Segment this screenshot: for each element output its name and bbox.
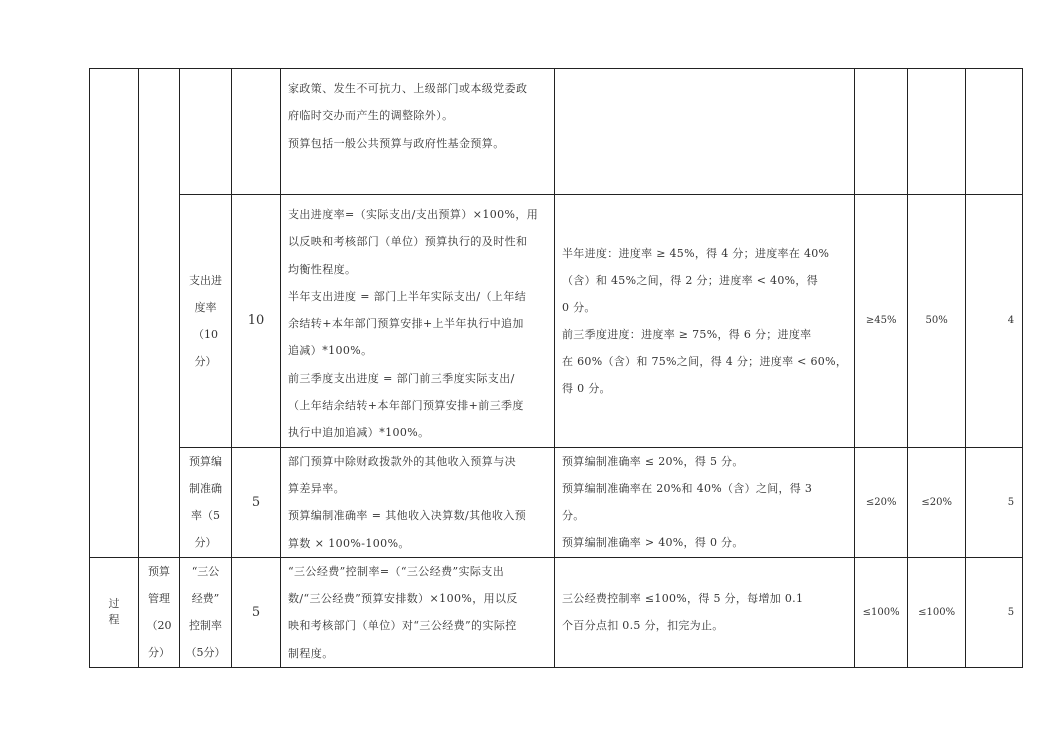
level2-line: 预算: [148, 565, 170, 579]
description-line: 追减）*100%。: [288, 344, 373, 358]
indicator-line: 制准确: [189, 482, 222, 496]
target-cell: ≥45%: [855, 195, 908, 448]
description-line: 支出进度率=（实际支出/支出预算）×100%，用: [288, 208, 539, 221]
score-cell: [966, 69, 1023, 195]
description-line: 映和考核部门（单位）对“三公经费”的实际控: [288, 619, 517, 633]
standard-line: 预算编制准确率 ≤ 20%，得 5 分。: [562, 455, 744, 469]
indicator-line: 度率: [194, 300, 217, 314]
indicator-line: 率（5: [191, 509, 220, 523]
standard-line: 得 0 分。: [562, 381, 611, 395]
description-line: 算数 × 100%-100%。: [288, 536, 410, 550]
indicator-line: 分）: [194, 536, 217, 550]
indicator-line: “三公: [191, 565, 220, 579]
standard-line: 0 分。: [562, 300, 596, 314]
description-line: 预算包括一般公共预算与政府性基金预算。: [288, 136, 505, 150]
description-line: 算差异率。: [288, 481, 345, 495]
weight-cell: 10: [232, 195, 281, 448]
level1-line: 程: [108, 613, 120, 627]
indicator-line: （5分）: [185, 646, 226, 660]
score-cell: 5: [966, 557, 1023, 667]
level2-cell: [139, 69, 180, 558]
indicator-cell: [180, 195, 232, 448]
table-row: [90, 195, 1023, 448]
table-row: [90, 447, 1023, 557]
standard-line: 预算编制准确率 > 40%，得 0 分。: [562, 536, 744, 550]
target-cell: ≤100%: [855, 557, 908, 667]
target-cell: ≤20%: [855, 447, 908, 557]
indicator-cell: [180, 447, 232, 557]
description-line: 数/“三公经费”预算安排数）×100%，用以反: [288, 592, 518, 606]
standard-line: （含）和 45%之间，得 2 分；进度率 < 40%，得: [562, 273, 818, 287]
description-line: 执行中追加追减）*100%。: [288, 426, 430, 440]
score-cell: 5: [966, 447, 1023, 557]
description-line: 制程度。: [288, 646, 334, 660]
description-line: 前三季度支出进度 = 部门前三季度实际支出/: [288, 371, 515, 385]
indicator-line: （10: [193, 327, 218, 341]
weight-cell: 5: [232, 447, 281, 557]
level1-line: 过: [108, 597, 120, 611]
indicator-line: 支出进: [189, 273, 222, 287]
description-cell: [281, 195, 555, 448]
indicator-line: 控制率: [189, 619, 222, 633]
description-line: 均衡性程度。: [288, 262, 357, 276]
description-line: 半年支出进度 = 部门上半年实际支出/（上年结: [288, 289, 527, 303]
level2-line: （20: [146, 619, 172, 633]
description-line: 家政策、发生不可抗力、上级部门或本级党委政: [288, 82, 528, 95]
indicator-line: 经费”: [191, 592, 220, 606]
actual-cell: ≤100%: [908, 557, 966, 667]
weight-cell: [232, 69, 281, 195]
level1-cell: [90, 557, 139, 667]
standard-cell: [555, 69, 855, 195]
indicator-line: 预算编: [189, 455, 222, 469]
description-line: “三公经费”控制率=（“三公经费”实际支出: [288, 564, 505, 578]
level2-line: 管理: [148, 592, 170, 606]
standard-line: 预算编制准确率在 20%和 40%（含）之间，得 3: [562, 482, 813, 496]
standard-line: 分。: [562, 509, 585, 523]
score-cell: 4: [966, 195, 1023, 448]
level2-line: 分）: [148, 646, 170, 660]
description-cell: [281, 447, 555, 557]
standard-line: 个百分点扣 0.5 分，扣完为止。: [562, 619, 724, 633]
evaluation-table: [89, 68, 1023, 668]
description-line: 部门预算中除财政拨款外的其他收入预算与决: [288, 454, 516, 468]
standard-cell: [555, 195, 855, 448]
description-line: 预算编制准确率 = 其他收入决算数/其他收入预: [288, 509, 527, 523]
standard-cell: [555, 557, 855, 667]
actual-cell: 50%: [908, 195, 966, 448]
standard-line: 三公经费控制率 ≤100%，得 5 分，每增加 0.1: [562, 592, 804, 606]
standard-line: 前三季度进度：进度率 ≥ 75%，得 6 分；进度率: [562, 327, 812, 341]
description-cell: [281, 69, 555, 195]
indicator-cell: [180, 557, 232, 667]
actual-cell: ≤20%: [908, 447, 966, 557]
description-line: 府临时交办而产生的调整除外）。: [288, 109, 454, 123]
level2-cell: [139, 557, 180, 667]
indicator-line: 分）: [194, 354, 217, 368]
weight-cell: 5: [232, 557, 281, 667]
description-line: 余结转+本年部门预算安排+上半年执行中追加: [288, 317, 524, 331]
description-line: 以反映和考核部门（单位）预算执行的及时性和: [288, 235, 528, 249]
table-row: [90, 69, 1023, 195]
table-row: [90, 557, 1023, 667]
standard-cell: [555, 447, 855, 557]
actual-cell: [908, 69, 966, 195]
target-cell: [855, 69, 908, 195]
description-cell: [281, 557, 555, 667]
standard-line: 在 60%（含）和 75%之间，得 4 分；进度率 < 60%，: [562, 354, 848, 368]
level1-cell: [90, 69, 139, 558]
indicator-cell: [180, 69, 232, 195]
description-line: （上年结余结转+本年部门预算安排+前三季度: [288, 399, 524, 413]
standard-line: 半年进度：进度率 ≥ 45%，得 4 分；进度率在 40%: [562, 246, 830, 260]
